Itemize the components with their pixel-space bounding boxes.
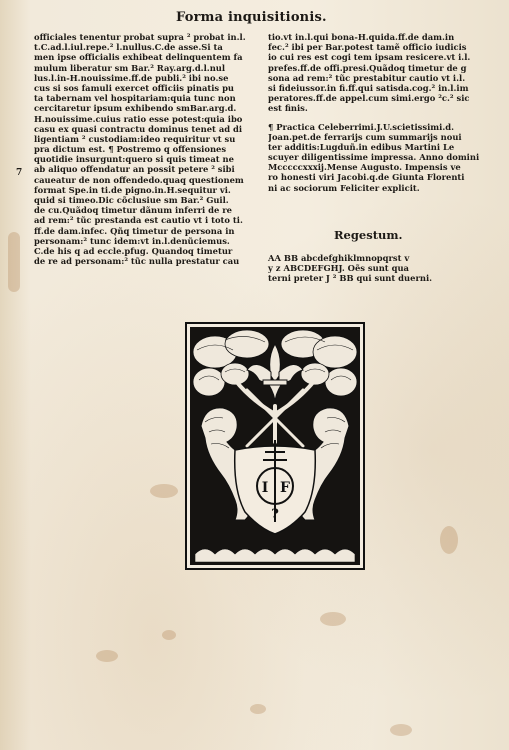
running-title: Forma inquisitionis.	[176, 10, 327, 25]
paper-stain	[250, 704, 266, 714]
text-line: ta tabernam vel hospitariam:quia tunc non	[34, 93, 236, 104]
text-line: men ipse officialis exhibeat delinquentem fa	[34, 52, 243, 63]
text-line: ligentiam ² custodiam:ideo requiritur vt su	[34, 133, 236, 144]
page-header	[0, 10, 509, 26]
colophon-line: ter additis:Lugduñ.in edibus Martini Le	[268, 141, 455, 152]
paper-stain	[320, 612, 346, 626]
paper-stain	[162, 630, 176, 640]
text-line: officiales tenentur probat supra ² probat in.l.	[34, 32, 246, 42]
register-line: AA BB abcdefghiklmnopqrst v	[268, 253, 410, 263]
paper-stain	[440, 526, 458, 554]
monogram-letter: ?	[271, 507, 279, 522]
colophon-line: Joan.pet.de ferrarijs cum summarijs noui	[268, 131, 462, 142]
right-column	[268, 32, 498, 201]
text-line: pra dictum est. ¶ Postremo q offensiones	[34, 144, 227, 155]
text-line: prefes.ff.de offi.presi.Quãdoq timetur de g	[268, 62, 467, 73]
text-line: casu ex quasi contractu dominus tenet ad di	[34, 123, 243, 134]
text-line: H.nouissime.cuius ratio esse potest:quia ibo	[34, 113, 243, 124]
colophon	[268, 122, 498, 193]
text-line: cus si sos famuli exercet officiis pinatis pu	[34, 82, 235, 93]
text-block	[268, 32, 498, 114]
paper-stain	[8, 232, 20, 292]
colophon-line: ni ac sociorum Feliciter explicit.	[268, 182, 420, 193]
monogram-letter: F	[280, 480, 290, 496]
left-column	[34, 32, 266, 266]
text-line: personam:² tunc idem:vt in.l.denũciemus.	[34, 235, 230, 246]
text-line: cercitaretur ipsum exhibendo smBar.arg.d.	[34, 103, 237, 114]
paper-stain	[150, 484, 178, 498]
text-line: sona ad rem:² tũc prestabitur cautio vt i.l.	[268, 72, 466, 83]
text-line: si fideiussor.in fi.ff.qui satisda.cog.² in.l.im	[268, 82, 469, 93]
text-line: est finis.	[268, 103, 308, 114]
colophon-line: ro honesti viri Jacobi.q.de Giunta Florenti	[268, 172, 465, 183]
text-line: lus.l.in-H.nouissime.ff.de publi.² ibi no.se	[34, 72, 229, 83]
text-line: de re ad personam:² tũc nulla prestatur cau	[34, 256, 240, 267]
paper-stain	[390, 724, 412, 736]
text-line: ff.de dam.infec. Qñq timetur de persona in	[34, 225, 235, 236]
text-line: io cui res est cogi tem ipsam resicere.vt i.l.	[268, 52, 471, 63]
text-line: ab aliquo offendatur an possit petere ² sibi	[34, 164, 235, 175]
text-line: caueatur de non offendedo.quaq questionem	[34, 174, 244, 185]
colophon-line: Mcccccxxxij.Mense Augusto. Impensis ve	[268, 162, 461, 173]
register-title: Regestum.	[334, 228, 403, 242]
register-line: y z ABCDEFGHJ. Oẽs sunt qua	[268, 263, 409, 274]
text-line: mulum liberatur sm Bar.² Ray.arg.d.l.nul	[34, 62, 226, 73]
text-line: tio.vt in.l.qui bona-H.quida.ff.de dam.in	[268, 32, 455, 42]
text-line: t.C.ad.l.iul.repe.² l.nullus.C.de asse.Si ta	[34, 42, 223, 53]
register-block	[268, 253, 498, 284]
register-line: terni preter J ² BB qui sunt duerni.	[268, 273, 433, 284]
colophon-line: ¶ Practica Celeberrimi.J.U.scietissimi.d.	[268, 121, 455, 132]
text-line: C.de his q ad eccle.pfug. Quandoq timetur	[34, 245, 233, 256]
text-line: ad rem:² tũc prestanda est cautio vt i toto ti.	[34, 215, 243, 226]
paper-stain	[96, 650, 118, 662]
text-line: quotidie insurgunt:quero si quis timeat ne	[34, 154, 234, 165]
text-line: peratores.ff.de appel.cum simi.ergo ²c.² sic	[268, 93, 470, 104]
printer-device-woodcut	[185, 322, 365, 570]
printer-device-icon	[185, 322, 365, 570]
text-line: de cu.Quãdoq timetur dãnum inferri de re	[34, 205, 232, 216]
margin-note: 7	[16, 168, 23, 178]
text-line: quid si timeo.Dic cõclusiue sm Bar.² Guil.	[34, 195, 229, 205]
colophon-line: scuyer diligentissime impressa. Anno domini	[268, 152, 480, 163]
text-line: fec.² ibi per Bar.potest tamẽ officio iudicis	[268, 42, 467, 53]
monogram-letter: I	[261, 480, 269, 496]
text-line: format Spe.in ti.de pigno.in.H.sequitur vi.	[34, 184, 231, 195]
